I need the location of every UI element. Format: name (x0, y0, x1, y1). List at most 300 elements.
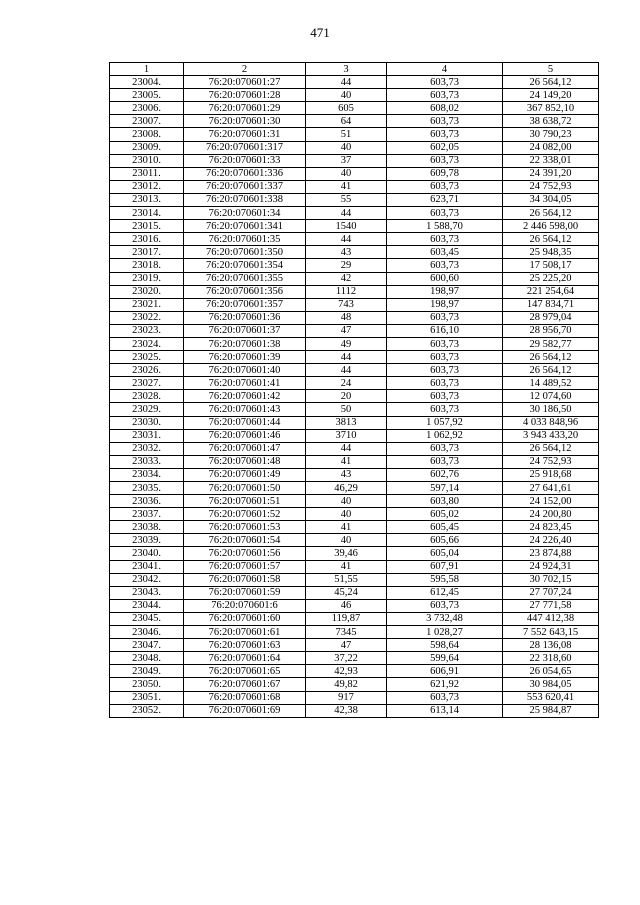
cell-area: 1540 (306, 220, 387, 233)
table-row (110, 128, 599, 141)
cell-total-value: 34 304,05 (503, 193, 599, 206)
cell-cadastral-number: 76:20:070601:59 (184, 586, 306, 599)
table-row (110, 639, 599, 652)
cell-price-per-unit: 603,73 (387, 691, 503, 704)
cell-total-value: 29 582,77 (503, 337, 599, 350)
cell-area: 40 (306, 534, 387, 547)
cell-row-number: 23032. (110, 442, 184, 455)
cell-area: 743 (306, 298, 387, 311)
cell-price-per-unit: 621,92 (387, 678, 503, 691)
cell-row-number: 23039. (110, 534, 184, 547)
table-row (110, 272, 599, 285)
cell-row-number: 23008. (110, 128, 184, 141)
cell-cadastral-number: 76:20:070601:48 (184, 455, 306, 468)
cell-price-per-unit: 608,02 (387, 102, 503, 115)
cell-total-value: 26 564,12 (503, 351, 599, 364)
cell-row-number: 23037. (110, 508, 184, 521)
cell-price-per-unit: 609,78 (387, 167, 503, 180)
cell-row-number: 23017. (110, 246, 184, 259)
cell-total-value: 24 082,00 (503, 141, 599, 154)
table-row (110, 416, 599, 429)
cell-total-value: 221 254,64 (503, 285, 599, 298)
cell-cadastral-number: 76:20:070601:317 (184, 141, 306, 154)
cell-price-per-unit: 623,71 (387, 193, 503, 206)
cell-price-per-unit: 606,91 (387, 665, 503, 678)
cell-total-value: 24 823,45 (503, 521, 599, 534)
cell-total-value: 30 790,23 (503, 128, 599, 141)
cell-total-value: 2 446 598,00 (503, 220, 599, 233)
cell-cadastral-number: 76:20:070601:34 (184, 207, 306, 220)
cell-cadastral-number: 76:20:070601:63 (184, 639, 306, 652)
cell-cadastral-number: 76:20:070601:61 (184, 626, 306, 639)
cell-price-per-unit: 603,73 (387, 154, 503, 167)
cell-area: 51,55 (306, 573, 387, 586)
cell-area: 41 (306, 560, 387, 573)
cell-area: 55 (306, 193, 387, 206)
cell-total-value: 17 508,17 (503, 259, 599, 272)
cell-price-per-unit: 605,66 (387, 534, 503, 547)
header-cell-1: 1 (110, 63, 184, 76)
cell-price-per-unit: 605,04 (387, 547, 503, 560)
header-row (110, 63, 599, 76)
cell-area: 51 (306, 128, 387, 141)
cell-area: 37 (306, 154, 387, 167)
cell-total-value: 26 564,12 (503, 207, 599, 220)
cell-cadastral-number: 76:20:070601:35 (184, 233, 306, 246)
cell-area: 917 (306, 691, 387, 704)
cell-price-per-unit: 603,80 (387, 495, 503, 508)
cell-total-value: 24 391,20 (503, 167, 599, 180)
cell-total-value: 25 948,35 (503, 246, 599, 259)
table-row (110, 586, 599, 599)
cell-total-value: 26 564,12 (503, 442, 599, 455)
cell-cadastral-number: 76:20:070601:42 (184, 390, 306, 403)
table-row (110, 678, 599, 691)
table-row (110, 76, 599, 89)
cell-total-value: 24 152,00 (503, 495, 599, 508)
cell-total-value: 24 226,40 (503, 534, 599, 547)
cell-row-number: 23024. (110, 337, 184, 350)
cell-price-per-unit: 595,58 (387, 573, 503, 586)
cell-row-number: 23013. (110, 193, 184, 206)
cell-area: 64 (306, 115, 387, 128)
cell-total-value: 30 702,15 (503, 573, 599, 586)
table-row (110, 691, 599, 704)
cell-total-value: 14 489,52 (503, 377, 599, 390)
cell-cadastral-number: 76:20:070601:338 (184, 193, 306, 206)
cell-row-number: 23045. (110, 612, 184, 625)
cell-total-value: 24 149,20 (503, 89, 599, 102)
cell-price-per-unit: 1 028,27 (387, 626, 503, 639)
cell-row-number: 23015. (110, 220, 184, 233)
table-row (110, 560, 599, 573)
cell-area: 1112 (306, 285, 387, 298)
table-row (110, 324, 599, 337)
cell-cadastral-number: 76:20:070601:58 (184, 573, 306, 586)
cell-total-value: 26 054,65 (503, 665, 599, 678)
table-row (110, 482, 599, 495)
cell-total-value: 22 338,01 (503, 154, 599, 167)
cell-area: 42,38 (306, 704, 387, 717)
cell-cadastral-number: 76:20:070601:64 (184, 652, 306, 665)
cell-area: 49,82 (306, 678, 387, 691)
cell-total-value: 12 074,60 (503, 390, 599, 403)
cell-total-value: 28 956,70 (503, 324, 599, 337)
cell-row-number: 23028. (110, 390, 184, 403)
cell-total-value: 23 874,88 (503, 547, 599, 560)
cell-price-per-unit: 597,14 (387, 482, 503, 495)
cell-area: 41 (306, 180, 387, 193)
cell-area: 40 (306, 508, 387, 521)
cell-area: 44 (306, 233, 387, 246)
cell-total-value: 28 136,08 (503, 639, 599, 652)
cell-row-number: 23016. (110, 233, 184, 246)
cell-row-number: 23051. (110, 691, 184, 704)
header-cell-3: 3 (306, 63, 387, 76)
table-row (110, 167, 599, 180)
cell-total-value: 26 564,12 (503, 364, 599, 377)
header-cell-5: 5 (503, 63, 599, 76)
cell-cadastral-number: 76:20:070601:357 (184, 298, 306, 311)
table-row (110, 652, 599, 665)
cell-row-number: 23023. (110, 324, 184, 337)
cell-area: 40 (306, 141, 387, 154)
cell-price-per-unit: 603,73 (387, 364, 503, 377)
table-row (110, 573, 599, 586)
table-row (110, 351, 599, 364)
cell-area: 7345 (306, 626, 387, 639)
cell-row-number: 23033. (110, 455, 184, 468)
cell-row-number: 23038. (110, 521, 184, 534)
cell-total-value: 28 979,04 (503, 311, 599, 324)
table-row (110, 468, 599, 481)
cell-price-per-unit: 599,64 (387, 652, 503, 665)
cell-total-value: 27 771,58 (503, 599, 599, 612)
cell-cadastral-number: 76:20:070601:44 (184, 416, 306, 429)
cell-area: 605 (306, 102, 387, 115)
cell-cadastral-number: 76:20:070601:52 (184, 508, 306, 521)
cell-cadastral-number: 76:20:070601:46 (184, 429, 306, 442)
cell-area: 49 (306, 337, 387, 350)
cell-area: 37,22 (306, 652, 387, 665)
cell-area: 3813 (306, 416, 387, 429)
cell-cadastral-number: 76:20:070601:56 (184, 547, 306, 560)
cell-total-value: 27 641,61 (503, 482, 599, 495)
cell-total-value: 38 638,72 (503, 115, 599, 128)
cell-area: 42 (306, 272, 387, 285)
cell-cadastral-number: 76:20:070601:30 (184, 115, 306, 128)
cell-cadastral-number: 76:20:070601:354 (184, 259, 306, 272)
cell-area: 41 (306, 521, 387, 534)
table-row (110, 403, 599, 416)
cell-row-number: 23049. (110, 665, 184, 678)
cell-row-number: 23011. (110, 167, 184, 180)
table-row (110, 429, 599, 442)
cell-price-per-unit: 1 057,92 (387, 416, 503, 429)
registry-table (109, 62, 599, 718)
cell-cadastral-number: 76:20:070601:57 (184, 560, 306, 573)
cell-row-number: 23025. (110, 351, 184, 364)
cell-area: 20 (306, 390, 387, 403)
cell-row-number: 23031. (110, 429, 184, 442)
cell-cadastral-number: 76:20:070601:33 (184, 154, 306, 167)
cell-row-number: 23012. (110, 180, 184, 193)
cell-cadastral-number: 76:20:070601:31 (184, 128, 306, 141)
table-row (110, 442, 599, 455)
cell-cadastral-number: 76:20:070601:53 (184, 521, 306, 534)
cell-total-value: 3 943 433,20 (503, 429, 599, 442)
cell-total-value: 25 225,20 (503, 272, 599, 285)
cell-total-value: 26 564,12 (503, 233, 599, 246)
cell-cadastral-number: 76:20:070601:67 (184, 678, 306, 691)
cell-cadastral-number: 76:20:070601:50 (184, 482, 306, 495)
cell-row-number: 23046. (110, 626, 184, 639)
cell-cadastral-number: 76:20:070601:37 (184, 324, 306, 337)
cell-row-number: 23036. (110, 495, 184, 508)
cell-cadastral-number: 76:20:070601:49 (184, 468, 306, 481)
cell-cadastral-number: 76:20:070601:355 (184, 272, 306, 285)
cell-price-per-unit: 603,73 (387, 89, 503, 102)
table-row (110, 220, 599, 233)
cell-cadastral-number: 76:20:070601:41 (184, 377, 306, 390)
cell-price-per-unit: 603,73 (387, 351, 503, 364)
cell-area: 39,46 (306, 547, 387, 560)
cell-cadastral-number: 76:20:070601:27 (184, 76, 306, 89)
table-row (110, 180, 599, 193)
cell-cadastral-number: 76:20:070601:336 (184, 167, 306, 180)
cell-cadastral-number: 76:20:070601:68 (184, 691, 306, 704)
table-row (110, 298, 599, 311)
cell-total-value: 25 984,87 (503, 704, 599, 717)
cell-row-number: 23052. (110, 704, 184, 717)
cell-price-per-unit: 613,14 (387, 704, 503, 717)
cell-total-value: 30 984,05 (503, 678, 599, 691)
cell-area: 47 (306, 324, 387, 337)
cell-price-per-unit: 602,76 (387, 468, 503, 481)
table-row (110, 390, 599, 403)
cell-row-number: 23004. (110, 76, 184, 89)
header-cell-2: 2 (184, 63, 306, 76)
cell-area: 40 (306, 495, 387, 508)
cell-cadastral-number: 76:20:070601:54 (184, 534, 306, 547)
table-row (110, 246, 599, 259)
table-row (110, 102, 599, 115)
cell-price-per-unit: 198,97 (387, 285, 503, 298)
cell-area: 44 (306, 76, 387, 89)
table-row (110, 508, 599, 521)
cell-total-value: 24 200,80 (503, 508, 599, 521)
table-row (110, 377, 599, 390)
cell-cadastral-number: 76:20:070601:350 (184, 246, 306, 259)
cell-area: 119,87 (306, 612, 387, 625)
cell-price-per-unit: 616,10 (387, 324, 503, 337)
cell-total-value: 26 564,12 (503, 76, 599, 89)
cell-cadastral-number: 76:20:070601:39 (184, 351, 306, 364)
cell-total-value: 367 852,10 (503, 102, 599, 115)
cell-row-number: 23050. (110, 678, 184, 691)
table-row (110, 665, 599, 678)
cell-cadastral-number: 76:20:070601:341 (184, 220, 306, 233)
cell-cadastral-number: 76:20:070601:40 (184, 364, 306, 377)
cell-row-number: 23034. (110, 468, 184, 481)
cell-area: 41 (306, 455, 387, 468)
cell-price-per-unit: 603,73 (387, 233, 503, 246)
cell-row-number: 23035. (110, 482, 184, 495)
cell-price-per-unit: 603,73 (387, 115, 503, 128)
cell-row-number: 23018. (110, 259, 184, 272)
cell-price-per-unit: 603,73 (387, 259, 503, 272)
cell-price-per-unit: 612,45 (387, 586, 503, 599)
cell-area: 43 (306, 246, 387, 259)
cell-cadastral-number: 76:20:070601:65 (184, 665, 306, 678)
cell-row-number: 23021. (110, 298, 184, 311)
cell-row-number: 23006. (110, 102, 184, 115)
table-row (110, 521, 599, 534)
cell-row-number: 23043. (110, 586, 184, 599)
cell-area: 47 (306, 639, 387, 652)
cell-cadastral-number: 76:20:070601:337 (184, 180, 306, 193)
table-row (110, 547, 599, 560)
table-row (110, 495, 599, 508)
table-row (110, 311, 599, 324)
cell-row-number: 23048. (110, 652, 184, 665)
cell-row-number: 23010. (110, 154, 184, 167)
cell-row-number: 23047. (110, 639, 184, 652)
table-row (110, 704, 599, 717)
table-row (110, 207, 599, 220)
cell-area: 50 (306, 403, 387, 416)
table-row (110, 285, 599, 298)
cell-total-value: 24 924,31 (503, 560, 599, 573)
cell-area: 40 (306, 167, 387, 180)
cell-row-number: 23040. (110, 547, 184, 560)
cell-row-number: 23007. (110, 115, 184, 128)
cell-row-number: 23044. (110, 599, 184, 612)
table-row (110, 193, 599, 206)
cell-area: 3710 (306, 429, 387, 442)
cell-total-value: 22 318,60 (503, 652, 599, 665)
cell-total-value: 24 752,93 (503, 180, 599, 193)
cell-cadastral-number: 76:20:070601:6 (184, 599, 306, 612)
cell-row-number: 23020. (110, 285, 184, 298)
cell-area: 42,93 (306, 665, 387, 678)
cell-cadastral-number: 76:20:070601:69 (184, 704, 306, 717)
cell-row-number: 23041. (110, 560, 184, 573)
cell-price-per-unit: 598,64 (387, 639, 503, 652)
cell-price-per-unit: 603,73 (387, 377, 503, 390)
table-row (110, 89, 599, 102)
cell-cadastral-number: 76:20:070601:43 (184, 403, 306, 416)
cell-total-value: 147 834,71 (503, 298, 599, 311)
table-row (110, 626, 599, 639)
cell-cadastral-number: 76:20:070601:60 (184, 612, 306, 625)
cell-price-per-unit: 603,73 (387, 390, 503, 403)
cell-price-per-unit: 603,45 (387, 246, 503, 259)
cell-area: 46 (306, 599, 387, 612)
cell-price-per-unit: 1 588,70 (387, 220, 503, 233)
cell-row-number: 23009. (110, 141, 184, 154)
cell-price-per-unit: 198,97 (387, 298, 503, 311)
cell-price-per-unit: 605,45 (387, 521, 503, 534)
cell-price-per-unit: 603,73 (387, 403, 503, 416)
cell-cadastral-number: 76:20:070601:28 (184, 89, 306, 102)
cell-area: 24 (306, 377, 387, 390)
cell-price-per-unit: 603,73 (387, 76, 503, 89)
cell-row-number: 23022. (110, 311, 184, 324)
cell-area: 40 (306, 89, 387, 102)
table-row (110, 115, 599, 128)
cell-area: 43 (306, 468, 387, 481)
table-row (110, 534, 599, 547)
cell-area: 45,24 (306, 586, 387, 599)
cell-total-value: 25 918,68 (503, 468, 599, 481)
cell-total-value: 447 412,38 (503, 612, 599, 625)
cell-cadastral-number: 76:20:070601:38 (184, 337, 306, 350)
cell-row-number: 23042. (110, 573, 184, 586)
table-row (110, 455, 599, 468)
cell-price-per-unit: 3 732,48 (387, 612, 503, 625)
cell-area: 44 (306, 351, 387, 364)
cell-area: 48 (306, 311, 387, 324)
cell-row-number: 23019. (110, 272, 184, 285)
cell-area: 44 (306, 207, 387, 220)
cell-total-value: 4 033 848,96 (503, 416, 599, 429)
table-row (110, 154, 599, 167)
cell-area: 46,29 (306, 482, 387, 495)
cell-cadastral-number: 76:20:070601:51 (184, 495, 306, 508)
table-row (110, 141, 599, 154)
table-row (110, 259, 599, 272)
cell-row-number: 23027. (110, 377, 184, 390)
cell-price-per-unit: 603,73 (387, 455, 503, 468)
cell-price-per-unit: 1 062,92 (387, 429, 503, 442)
cell-total-value: 553 620,41 (503, 691, 599, 704)
cell-total-value: 30 186,50 (503, 403, 599, 416)
cell-price-per-unit: 607,91 (387, 560, 503, 573)
table-row (110, 233, 599, 246)
cell-price-per-unit: 603,73 (387, 337, 503, 350)
page-number: 471 (310, 25, 330, 40)
cell-row-number: 23029. (110, 403, 184, 416)
table-row (110, 337, 599, 350)
cell-price-per-unit: 603,73 (387, 311, 503, 324)
table-body (110, 76, 599, 718)
cell-cadastral-number: 76:20:070601:36 (184, 311, 306, 324)
cell-price-per-unit: 603,73 (387, 180, 503, 193)
cell-price-per-unit: 600,60 (387, 272, 503, 285)
cell-cadastral-number: 76:20:070601:356 (184, 285, 306, 298)
cell-area: 44 (306, 364, 387, 377)
cell-cadastral-number: 76:20:070601:47 (184, 442, 306, 455)
header-cell-4: 4 (387, 63, 503, 76)
cell-row-number: 23026. (110, 364, 184, 377)
table-header (110, 63, 599, 76)
table-row (110, 599, 599, 612)
cell-price-per-unit: 605,02 (387, 508, 503, 521)
cell-area: 44 (306, 442, 387, 455)
cell-total-value: 24 752,93 (503, 455, 599, 468)
cell-row-number: 23030. (110, 416, 184, 429)
cell-cadastral-number: 76:20:070601:29 (184, 102, 306, 115)
cell-area: 29 (306, 259, 387, 272)
table-row (110, 612, 599, 625)
cell-total-value: 7 552 643,15 (503, 626, 599, 639)
cell-price-per-unit: 603,73 (387, 207, 503, 220)
cell-total-value: 27 707,24 (503, 586, 599, 599)
table-row (110, 364, 599, 377)
cell-price-per-unit: 603,73 (387, 128, 503, 141)
cell-row-number: 23014. (110, 207, 184, 220)
